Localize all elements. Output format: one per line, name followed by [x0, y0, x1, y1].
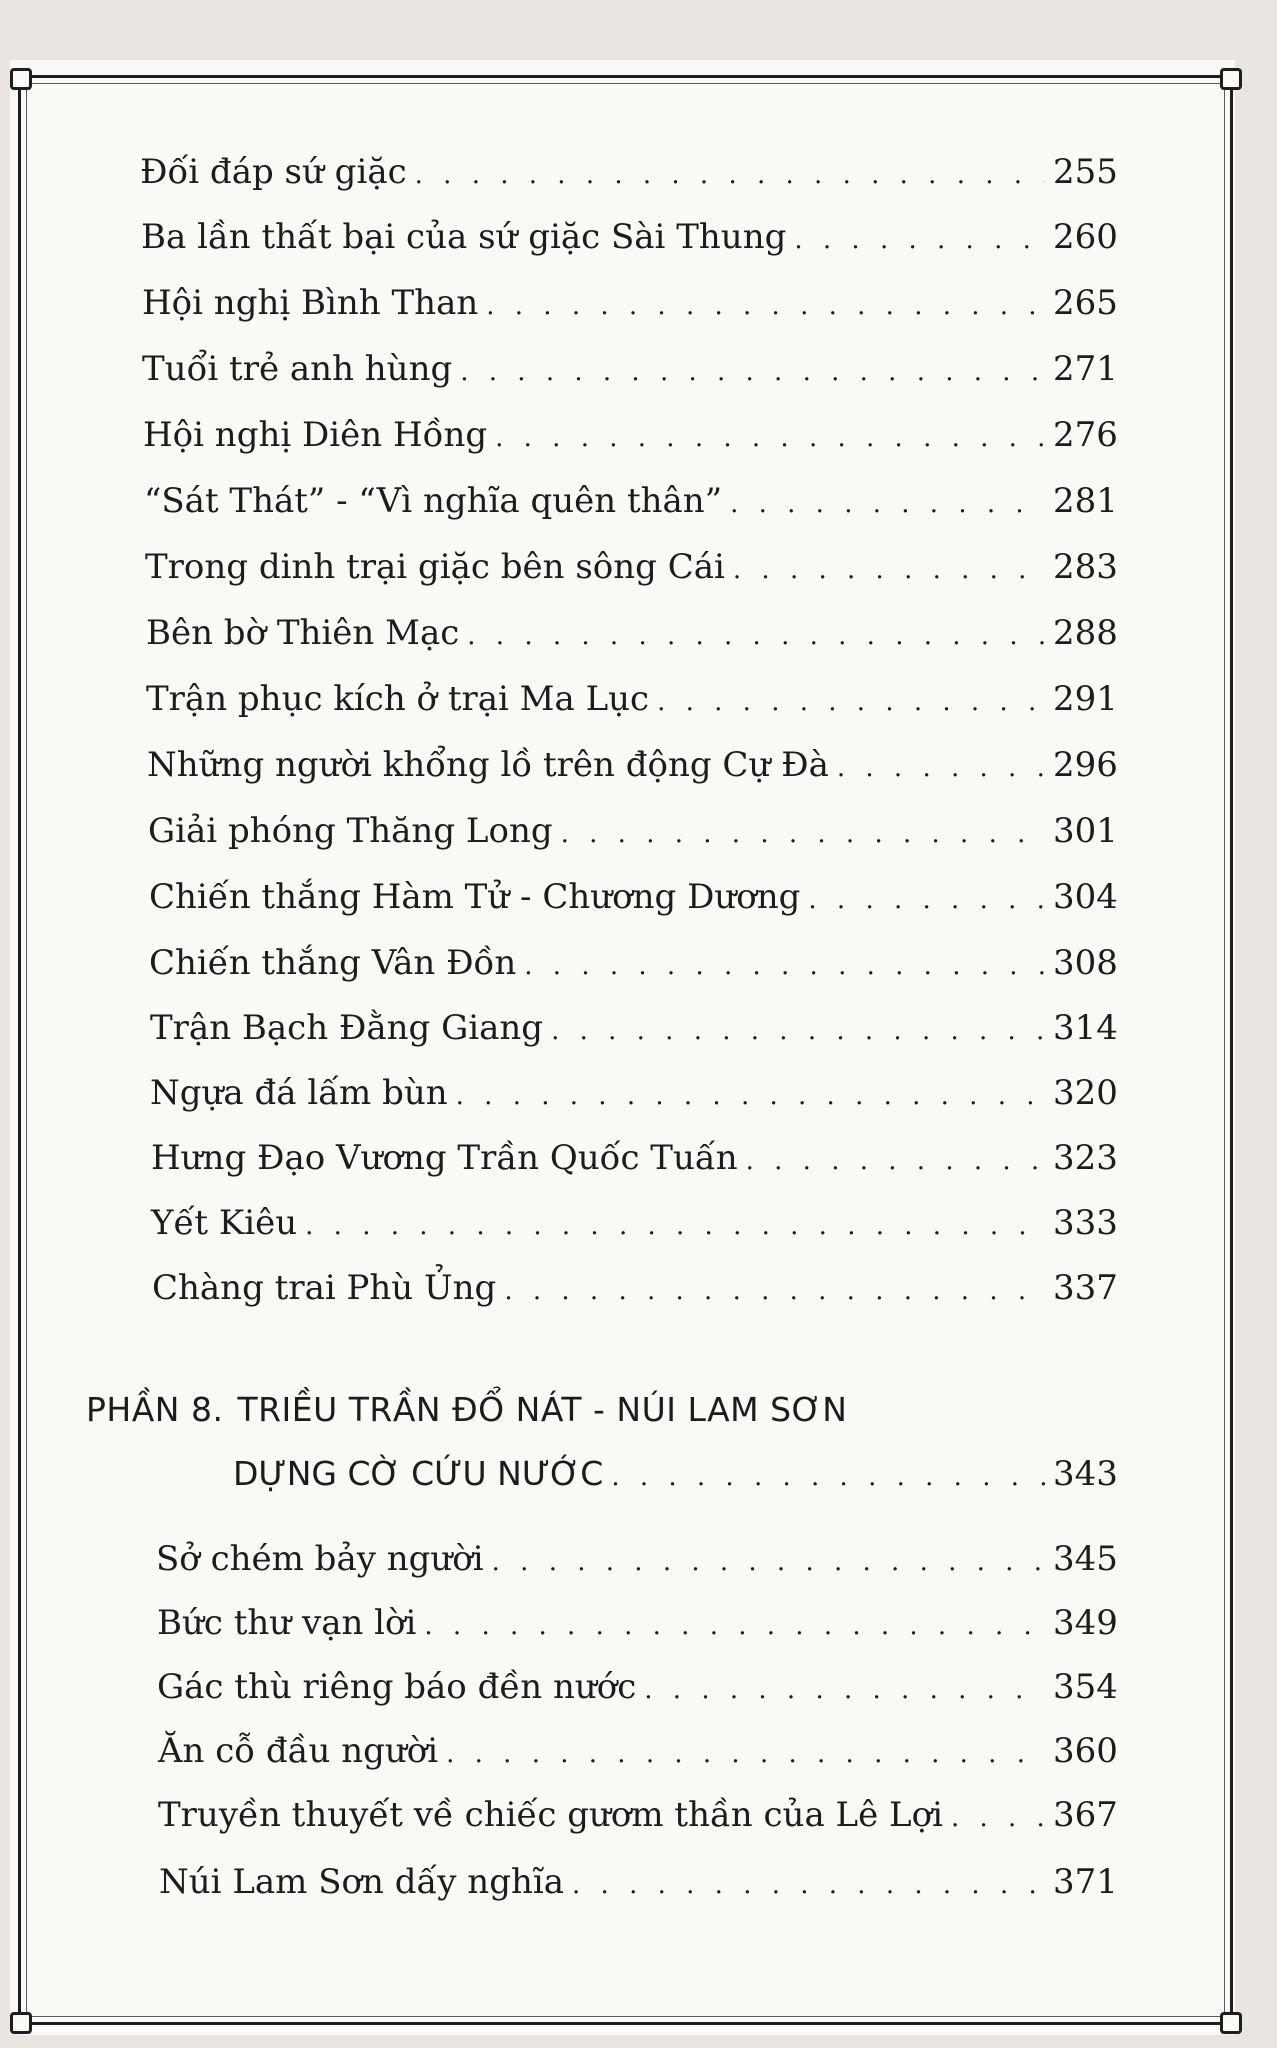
toc-entry-title: Truyền thuyết về chiếc gươm thần của Lê Lợi — [158, 1795, 943, 1835]
dot-leader — [524, 944, 1045, 988]
toc-entry-page: 354 — [1053, 1667, 1118, 1707]
toc-entry-title: Ngựa đá lấm bùn — [150, 1073, 448, 1113]
toc-entry-title: Hội nghị Bình Than — [142, 283, 479, 323]
dot-leader — [657, 680, 1045, 724]
toc-entry-title: Đối đáp sứ giặc — [140, 152, 407, 192]
toc-entry-title: Hưng Đạo Vương Trần Quốc Tuấn — [151, 1138, 738, 1178]
dot-leader — [746, 1139, 1045, 1183]
toc-entry-page: 283 — [1053, 547, 1118, 587]
toc-entry — [159, 1860, 1117, 1907]
dot-leader — [951, 1796, 1045, 1840]
toc-entry — [145, 545, 1117, 592]
toc-entry — [146, 677, 1117, 724]
toc-entry — [149, 875, 1117, 922]
toc-entry-page: 304 — [1053, 877, 1118, 917]
section-title-line1: TRIỀU TRẦN ĐỔ NÁT - NÚI LAM SƠN — [237, 1390, 848, 1429]
toc-entry-title: Tuổi trẻ anh hùng — [142, 349, 453, 389]
toc-entry-page: 296 — [1053, 745, 1118, 785]
dot-leader — [467, 614, 1045, 658]
border-corner-ornament — [10, 2012, 32, 2034]
toc-entry-title: “Sát Thát” - “Vì nghĩa quên thân” — [144, 481, 723, 521]
toc-entry-page: 345 — [1053, 1539, 1118, 1579]
toc-entry-page: 371 — [1053, 1862, 1118, 1902]
toc-entry-title: Gác thù riêng báo đền nước — [157, 1667, 637, 1707]
toc-entry-title: Sở chém bảy người — [156, 1539, 484, 1579]
toc-entry-title: Giải phóng Thăng Long — [148, 811, 553, 851]
toc-entry — [141, 215, 1117, 262]
dot-leader — [572, 1863, 1045, 1907]
toc-entry — [151, 1136, 1117, 1183]
section-heading-line2 — [233, 1452, 1117, 1499]
toc-entry-title: Trận phục kích ở trại Ma Lục — [146, 679, 650, 719]
dot-leader — [446, 1732, 1045, 1776]
toc-entry — [148, 809, 1117, 856]
toc-entry — [143, 413, 1117, 460]
dot-leader — [460, 350, 1045, 394]
dot-leader — [456, 1074, 1045, 1118]
toc-entry-page: 320 — [1053, 1073, 1118, 1113]
toc-entry-page: 276 — [1053, 415, 1118, 455]
toc-entry — [150, 1006, 1117, 1053]
dot-leader — [495, 416, 1045, 460]
dot-leader — [486, 284, 1045, 328]
dot-leader — [424, 1604, 1045, 1648]
toc-entry — [144, 479, 1117, 526]
border-corner-ornament — [10, 68, 32, 90]
toc-entry — [146, 611, 1117, 658]
dot-leader — [492, 1540, 1045, 1584]
section-heading — [86, 1388, 847, 1432]
toc-entry-page: 314 — [1053, 1008, 1118, 1048]
dot-leader — [611, 1455, 1045, 1499]
dot-leader — [794, 218, 1045, 262]
toc-entry — [151, 1201, 1117, 1248]
section-title-line2: DỰNG CỜ CỨU NƯỚC — [233, 1454, 604, 1493]
toc-entry-title: Núi Lam Sơn dấy nghĩa — [159, 1862, 565, 1902]
toc-entry — [140, 150, 1117, 197]
toc-entry-title: Ba lần thất bại của sứ giặc Sài Thung — [141, 217, 787, 257]
toc-entry — [158, 1729, 1117, 1776]
section-page: 343 — [1053, 1454, 1118, 1494]
toc-entry-page: 255 — [1053, 152, 1118, 192]
toc-entry-title: Trong dinh trại giặc bên sông Cái — [145, 547, 725, 587]
toc-entry — [149, 941, 1117, 988]
toc-entry-page: 265 — [1053, 283, 1118, 323]
toc-entry-page: 349 — [1053, 1603, 1118, 1643]
toc-entry-page: 301 — [1053, 811, 1118, 851]
border-corner-ornament — [1220, 2012, 1242, 2034]
dot-leader — [837, 746, 1045, 790]
toc-entry-title: Ăn cỗ đầu người — [158, 1731, 439, 1771]
toc-entry-title: Yết Kiêu — [151, 1203, 298, 1243]
dot-leader — [551, 1009, 1045, 1053]
toc-entry — [157, 1601, 1117, 1648]
dot-leader — [561, 812, 1045, 856]
dot-leader — [730, 482, 1045, 526]
dot-leader — [305, 1204, 1045, 1248]
toc-entry — [157, 1665, 1117, 1712]
toc-entry-page: 323 — [1053, 1138, 1118, 1178]
toc-entry-page: 367 — [1053, 1795, 1118, 1835]
toc-entry — [142, 281, 1117, 328]
toc-entry-title: Chàng trai Phù Ủng — [152, 1268, 497, 1308]
toc-entry-title: Chiến thắng Vân Đồn — [149, 943, 517, 983]
dot-leader — [808, 878, 1045, 922]
dot-leader — [415, 153, 1045, 197]
toc-entry-page: 308 — [1053, 943, 1118, 983]
toc-entry — [156, 1537, 1117, 1584]
toc-entry-title: Bên bờ Thiên Mạc — [146, 613, 460, 653]
toc-entry — [147, 743, 1117, 790]
border-corner-ornament — [1220, 68, 1242, 90]
toc-entry-page: 360 — [1053, 1731, 1118, 1771]
dot-leader — [733, 548, 1045, 592]
toc-entry-title: Chiến thắng Hàm Tử - Chương Dương — [149, 877, 801, 917]
toc-entry-title: Những người khổng lồ trên động Cự Đà — [147, 745, 829, 785]
toc-entry-page: 337 — [1053, 1268, 1118, 1308]
toc-entry-page: 291 — [1053, 679, 1118, 719]
toc-entry-title: Bức thư vạn lời — [157, 1603, 417, 1643]
toc-entry — [142, 347, 1117, 394]
toc-entry-page: 281 — [1053, 481, 1118, 521]
dot-leader — [644, 1668, 1045, 1712]
toc-entry-title: Trận Bạch Đằng Giang — [150, 1008, 544, 1048]
toc-entry-title: Hội nghị Diên Hồng — [143, 415, 488, 455]
toc-entry-page: 271 — [1053, 349, 1118, 389]
toc-entry — [152, 1266, 1117, 1313]
toc-entry-page: 260 — [1053, 217, 1118, 257]
section-number: PHẦN 8. — [86, 1390, 224, 1429]
toc-entry — [158, 1793, 1117, 1840]
toc-entry-page: 288 — [1053, 613, 1118, 653]
toc-entry — [150, 1071, 1117, 1118]
toc-entry-page: 333 — [1053, 1203, 1118, 1243]
dot-leader — [504, 1269, 1045, 1313]
